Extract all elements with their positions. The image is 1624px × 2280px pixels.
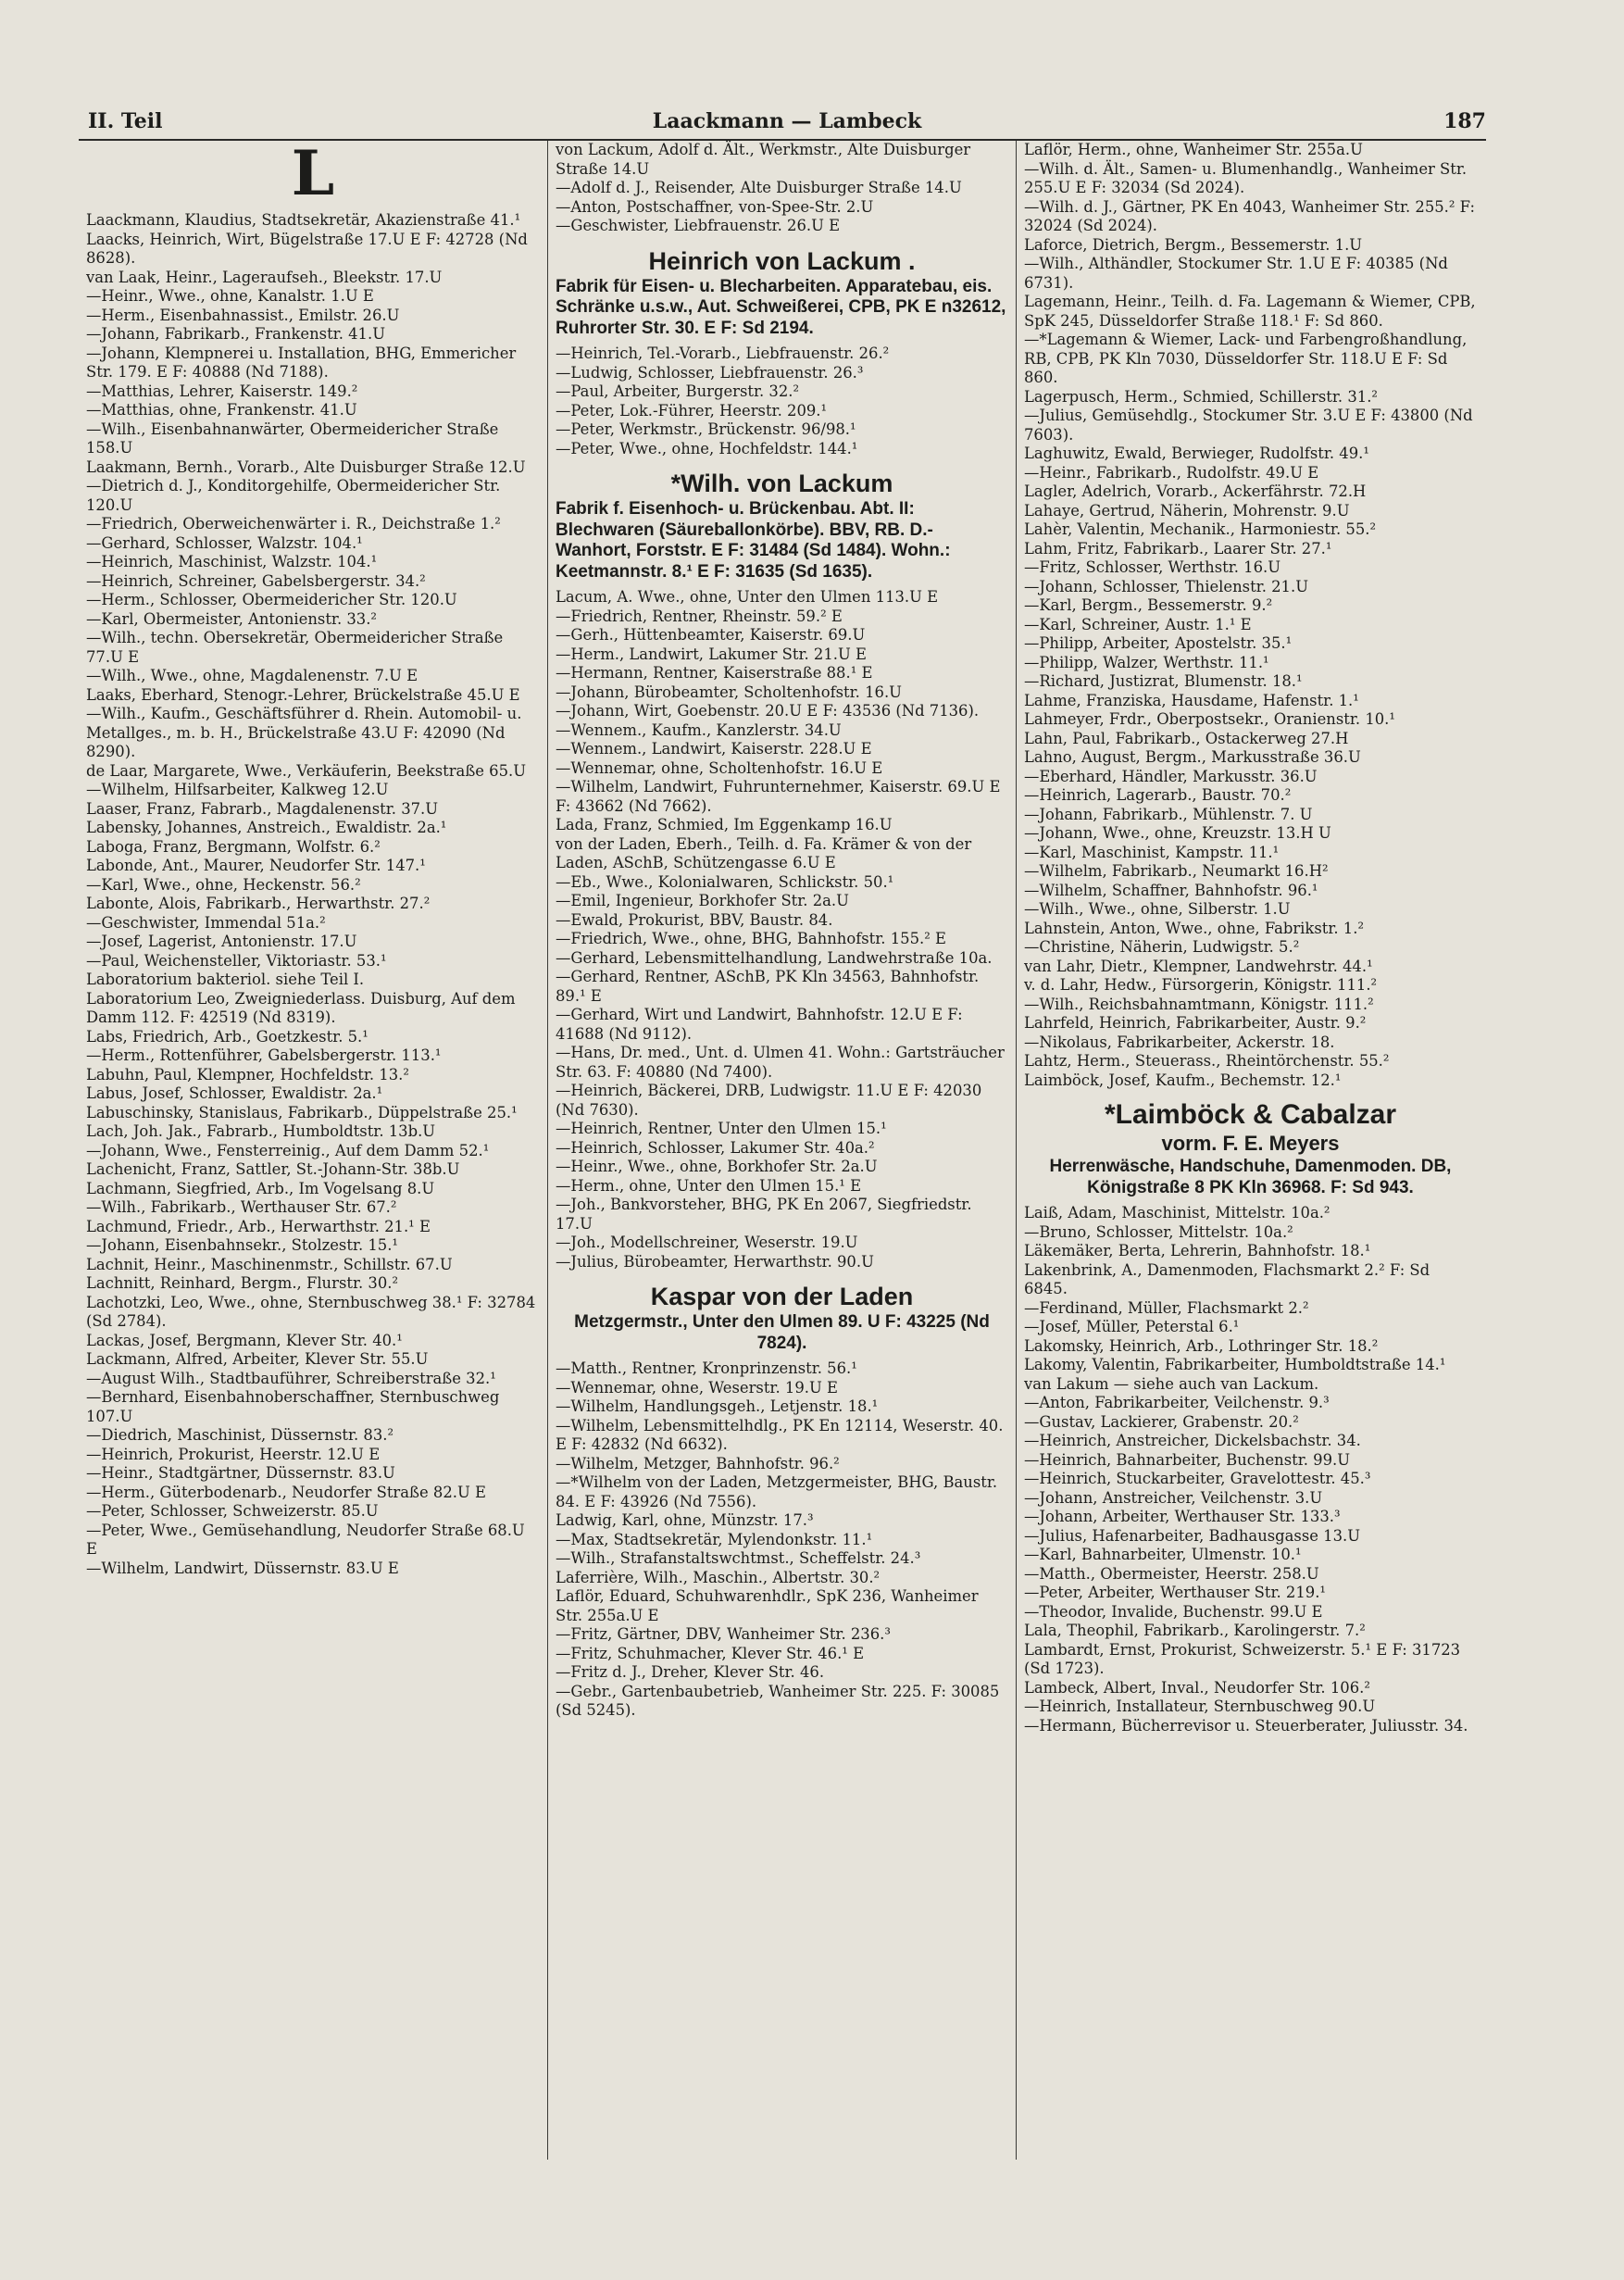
directory-entry: Labs, Friedrich, Arb., Goetzkestr. 5.¹ xyxy=(86,1027,369,1046)
page-header xyxy=(88,104,1486,141)
directory-entry: —Matth., Rentner, Kronprinzenstr. 56.¹ xyxy=(556,1359,857,1377)
advertisement-body: Metzgermstr., Unter den Ulmen 89. U F: 43225 (Nd 7824). xyxy=(574,1312,990,1353)
directory-entry: Lagler, Adelrich, Vorarb., Ackerfährstr. 72.H xyxy=(1024,482,1367,500)
directory-entry: —Wilh., Wwe., ohne, Silberstr. 1.U xyxy=(1024,900,1291,918)
directory-entry: —Heinrich, Schreiner, Gabelsbergerstr. 34.² xyxy=(86,571,426,590)
directory-entry: —Wilhelm, Landwirt, Fuhrunternehmer, Kaiserstr. 69.U E F: 43662 (Nd 7662). xyxy=(556,778,1001,815)
directory-entry: Lach, Joh. Jak., Fabrarb., Humboldtstr. 13b.U xyxy=(86,1122,436,1140)
directory-entry: —Matth., Obermeister, Heerstr. 258.U xyxy=(1024,1564,1319,1583)
advertisement-title: Kaspar von der Laden xyxy=(650,1283,914,1310)
directory-entry: —Karl, Maschinist, Kampstr. 11.¹ xyxy=(1024,843,1280,861)
directory-entry: —Fritz d. J., Dreher, Klever Str. 46. xyxy=(556,1663,825,1681)
directory-entry: Laacks, Heinrich, Wirt, Bügelstraße 17.U E F: 42728 (Nd 8628). xyxy=(86,230,528,267)
directory-entry: —Josef, Lagerist, Antonienstr. 17.U xyxy=(86,933,357,950)
directory-entry: —*Wilhelm von der Laden, Metzgermeister, BHG, Baustr. 84. E F: 43926 (Nd 7556). xyxy=(556,1473,998,1510)
directory-entry: Lahaye, Gertrud, Näherin, Mohrenstr. 9.U xyxy=(1024,501,1350,520)
directory-entry: —Karl, Bahnarbeiter, Ulmenstr. 10.¹ xyxy=(1024,1546,1302,1563)
directory-entry: —Johann, Fabrikarb., Frankenstr. 41.U xyxy=(86,325,386,343)
directory-entry: —Friedrich, Wwe., ohne, BHG, Bahnhofstr. 155.² E xyxy=(556,930,946,947)
directory-entry: —Peter, Werkmstr., Brückenstr. 96/98.¹ xyxy=(556,420,856,438)
directory-entry: —Wilh., Kaufm., Geschäftsführer d. Rhein. Automobil- u. Metallges., m. b. H., Brückelstraße 43.U F: 42090 (Nd 8290). xyxy=(86,705,522,760)
directory-entry: Laaser, Franz, Fabrarb., Magdalenenstr. 37.U xyxy=(86,799,439,818)
directory-entry: —Paul, Arbeiter, Burgerstr. 32.² xyxy=(556,382,800,400)
directory-entry: —Peter, Lok.-Führer, Heerstr. 209.¹ xyxy=(556,401,828,420)
columns xyxy=(79,141,1486,2160)
directory-entry: Lakomsky, Heinrich, Arb., Lothringer Str. 18.² xyxy=(1024,1336,1379,1355)
directory-entry: —Julius, Bürobeamter, Herwarthstr. 90.U xyxy=(556,1252,874,1271)
directory-entry: Lachenicht, Franz, Sattler, St.-Johann-Str. 38b.U xyxy=(86,1160,460,1178)
directory-entry: —Julius, Gemüsehdlg., Stockumer Str. 3.U E F: 43800 (Nd 7603). xyxy=(1024,407,1473,444)
directory-entry: —Herm., Eisenbahnassist., Emilstr. 26.U xyxy=(86,306,400,324)
directory-entry: Lachnit, Heinr., Maschinenmstr., Schillstr. 67.U xyxy=(86,1255,453,1273)
directory-entry: Laflör, Herm., ohne, Wanheimer Str. 255a.U xyxy=(1024,141,1363,158)
directory-entry: Lahnstein, Anton, Wwe., ohne, Fabrikstr. 1.² xyxy=(1024,919,1365,937)
directory-entry: —Peter, Arbeiter, Werthauser Str. 219.¹ xyxy=(1024,1584,1326,1601)
directory-entry: —Peter, Wwe., ohne, Hochfeldstr. 144.¹ xyxy=(556,439,858,457)
directory-entry: —Eb., Wwe., Kolonialwaren, Schlickstr. 50.¹ xyxy=(556,872,894,891)
directory-entry: Lahtz, Herm., Steuerass., Rheintörchenstr. 55.² xyxy=(1024,1052,1390,1070)
directory-entry: —Heinrich, Stuckarbeiter, Gravelottestr. 45.³ xyxy=(1024,1470,1371,1487)
directory-entry: —August Wilh., Stadtbauführer, Schreiberstraße 32.¹ xyxy=(86,1369,496,1387)
directory-entry: —Heinrich, Maschinist, Walzstr. 104.¹ xyxy=(86,553,378,570)
advertisement-title: *Laimböck & Cabalzar xyxy=(1104,1099,1397,1130)
directory-entry: —Wilhelm, Hilfsarbeiter, Kalkweg 12.U xyxy=(86,781,389,798)
directory-entry: Lakenbrink, A., Damenmoden, Flachsmarkt 2.² F: Sd 6845. xyxy=(1024,1260,1430,1297)
directory-entry: Labus, Josef, Schlosser, Ewaldistr. 2a.¹ xyxy=(86,1084,383,1102)
advertisement-body: Fabrik f. Eisenhoch- u. Brückenbau. Abt. II: Blechwaren (Säureballonkörbe). BBV, RB. D.-Wanhort, Forststr. E F: 31484 (Sd 1484). Wohn.: Keetmannstr. 8.¹ E F: 31635 (Sd 1635). xyxy=(556,499,951,582)
directory-entry: —Geschwister, Immendal 51a.² xyxy=(86,913,326,932)
directory-entry: —Fritz, Schuhmacher, Klever Str. 46.¹ E xyxy=(556,1644,865,1662)
directory-entry: —Julius, Hafenarbeiter, Badhausgasse 13.U xyxy=(1024,1526,1361,1545)
directory-entry: —Herm., Rottenführer, Gabelsbergerstr. 113.¹ xyxy=(86,1046,442,1064)
directory-entry: Labuschinsky, Stanislaus, Fabrikarb., Düppelstraße 25.¹ xyxy=(86,1103,518,1121)
directory-entry: —Wilh. d. J., Gärtner, PK En 4043, Wanheimer Str. 255.² F: 32024 (Sd 2024). xyxy=(1024,197,1475,234)
directory-entry: Lakomy, Valentin, Fabrikarbeiter, Humboldtstraße 14.¹ xyxy=(1024,1356,1446,1373)
directory-entry: —Geschwister, Liebfrauenstr. 26.U E xyxy=(556,217,841,234)
directory-entry: —Gerhard, Schlosser, Walzstr. 104.¹ xyxy=(86,533,363,552)
advertisement-title: *Wilh. von Lackum xyxy=(670,470,893,497)
advertisement xyxy=(1024,1099,1477,1198)
page-number: 187 xyxy=(1443,109,1486,133)
directory-entry: —Heinrich, Lagerarb., Baustr. 70.² xyxy=(1024,786,1292,804)
part-label: II. Teil xyxy=(88,109,163,133)
directory-entry: Laboratorium bakteriol. siehe Teil I. xyxy=(86,971,365,988)
directory-entry: Lahn, Paul, Fabrikarb., Ostackerweg 27.H xyxy=(1024,729,1349,747)
directory-entry: —Wilh., Eisenbahnanwärter, Obermeidericher Straße 158.U xyxy=(86,420,499,457)
directory-entry: —Heinrich, Prokurist, Heerstr. 12.U E xyxy=(86,1445,381,1463)
directory-entry: —Philipp, Arbeiter, Apostelstr. 35.¹ xyxy=(1024,634,1293,652)
directory-entry: —Wennemar, ohne, Weserstr. 19.U E xyxy=(556,1378,838,1397)
directory-entry: —Peter, Schlosser, Schweizerstr. 85.U xyxy=(86,1502,379,1520)
advertisement xyxy=(556,468,1008,583)
directory-entry: —Johann, Anstreicher, Veilchenstr. 3.U xyxy=(1024,1488,1323,1507)
directory-entry: —Heinr., Fabrikarb., Rudolfstr. 49.U E xyxy=(1024,463,1319,482)
directory-entry: —Peter, Wwe., Gemüsehandlung, Neudorfer Straße 68.U E xyxy=(86,1521,525,1558)
directory-entry: Lackas, Josef, Bergmann, Klever Str. 40.¹ xyxy=(86,1331,403,1349)
directory-entry: —Karl, Obermeister, Antonienstr. 33.² xyxy=(86,609,377,628)
directory-entry: Laiß, Adam, Maschinist, Mittelstr. 10a.² xyxy=(1024,1204,1330,1221)
directory-entry: Lambardt, Ernst, Prokurist, Schweizerstr. 5.¹ E F: 31723 (Sd 1723). xyxy=(1024,1640,1461,1677)
directory-entry: —Wilh., techn. Obersekretär, Obermeidericher Straße 77.U E xyxy=(86,629,504,666)
directory-entry: de Laar, Margarete, Wwe., Verkäuferin, Beekstraße 65.U xyxy=(86,761,527,780)
directory-entry: Lachotzki, Leo, Wwe., ohne, Sternbuschweg 38.¹ F: 32784 (Sd 2784). xyxy=(86,1293,536,1330)
directory-entry: Lackmann, Alfred, Arbeiter, Klever Str. 55.U xyxy=(86,1350,429,1368)
directory-entry: Labonde, Ant., Maurer, Neudorfer Str. 147.¹ xyxy=(86,857,426,874)
directory-entry: Läkemäker, Berta, Lehrerin, Bahnhofstr. 18.¹ xyxy=(1024,1242,1371,1259)
directory-entry: —Ferdinand, Müller, Flachsmarkt 2.² xyxy=(1024,1298,1309,1317)
directory-entry: —Herm., Landwirt, Lakumer Str. 21.U E xyxy=(556,645,867,663)
directory-entry: Lahrfeld, Heinrich, Fabrikarbeiter, Austr. 9.² xyxy=(1024,1014,1367,1032)
directory-entry: Laforce, Dietrich, Bergm., Bessemerstr. 1.U xyxy=(1024,235,1363,254)
directory-entry: —Johann, Bürobeamter, Scholtenhofstr. 16.U xyxy=(556,683,902,701)
directory-entry: —Gerh., Hüttenbeamter, Kaiserstr. 69.U xyxy=(556,626,866,644)
directory-entry: Laaks, Eberhard, Stenogr.-Lehrer, Brückelstraße 45.U E xyxy=(86,685,520,704)
directory-entry: —Wilh. d. Ält., Samen- u. Blumenhandlg., Wanheimer Str. 255.U E F: 32034 (Sd 2024). xyxy=(1024,159,1468,196)
directory-entry: Lahèr, Valentin, Mechanik., Harmoniestr. 55.² xyxy=(1024,520,1377,538)
directory-entry: —Wilhelm, Schaffner, Bahnhofstr. 96.¹ xyxy=(1024,881,1318,899)
directory-entry: —Gerhard, Lebensmittelhandlung, Landwehrstraße 10a. xyxy=(556,948,993,967)
directory-entry: v. d. Lahr, Hedw., Fürsorgerin, Königstr. 111.² xyxy=(1024,976,1378,994)
directory-entry: Lahmeyer, Frdr., Oberpostsekr., Oranienstr. 10.¹ xyxy=(1024,710,1395,728)
directory-entry: Lambeck, Albert, Inval., Neudorfer Str. 106.² xyxy=(1024,1678,1370,1697)
directory-entry: —Paul, Weichensteller, Viktoriastr. 53.¹ xyxy=(86,951,387,970)
directory-entry: —Heinr., Stadtgärtner, Düssernstr. 83.U xyxy=(86,1464,395,1482)
directory-entry: —Wilh., Althändler, Stockumer Str. 1.U E F: 40385 (Nd 6731). xyxy=(1024,255,1448,292)
directory-entry: Labensky, Johannes, Anstreich., Ewaldistr. 2a.¹ xyxy=(86,819,447,836)
directory-entry: —Wilh., Fabrikarb., Werthauser Str. 67.² xyxy=(86,1198,397,1216)
directory-entry: van Lahr, Dietr., Klempner, Landwehrstr. 44.¹ xyxy=(1024,957,1373,975)
directory-entry: —Wennem., Landwirt, Kaiserstr. 228.U E xyxy=(556,740,872,758)
directory-entry: Lagemann, Heinr., Teilh. d. Fa. Lagemann & Wiemer, CPB, SpK 245, Düsseldorfer Straße 118.¹ F: Sd 860. xyxy=(1024,293,1476,330)
directory-entry: —Wilhelm, Fabrikarb., Neumarkt 16.H² xyxy=(1024,862,1329,880)
advertisement-body: Herrenwäsche, Handschuhe, Damenmoden. DB, Königstraße 8 PK Kln 36968. F: Sd 943. xyxy=(1049,1157,1452,1197)
directory-entry: —Wilhelm, Handlungsgeh., Letjenstr. 18.¹ xyxy=(556,1397,879,1415)
directory-entry: —Heinrich, Bahnarbeiter, Buchenstr. 99.U xyxy=(1024,1450,1351,1469)
directory-entry: Laghuwitz, Ewald, Berwieger, Rudolfstr. 49.¹ xyxy=(1024,445,1369,462)
directory-entry: Labonte, Alois, Fabrikarb., Herwarthstr. 27.² xyxy=(86,895,431,912)
directory-entry: Lahme, Franziska, Hausdame, Hafenstr. 1.¹ xyxy=(1024,691,1359,709)
directory-entry: —Ludwig, Schlosser, Liebfrauenstr. 26.³ xyxy=(556,363,864,382)
directory-entry: —Matthias, ohne, Frankenstr. 41.U xyxy=(86,401,357,419)
directory-entry: —Friedrich, Rentner, Rheinstr. 59.² E xyxy=(556,607,843,625)
column-2 xyxy=(547,141,1016,2160)
directory-entry: —Herm., ohne, Unter den Ulmen 15.¹ E xyxy=(556,1176,862,1195)
directory-entry: —Heinr., Wwe., ohne, Borkhofer Str. 2a.U xyxy=(556,1158,878,1175)
directory-entry: —Gebr., Gartenbaubetrieb, Wanheimer Str. 225. F: 30085 (Sd 5245). xyxy=(556,1682,1000,1719)
directory-entry: —Herm., Schlosser, Obermeidericher Str. 120.U xyxy=(86,591,457,608)
directory-entry: —Hermann, Rentner, Kaiserstraße 88.¹ E xyxy=(556,664,873,682)
directory-entry: —Bernhard, Eisenbahnoberschaffner, Sternbuschweg 107.U xyxy=(86,1388,500,1425)
directory-entry: —Johann, Arbeiter, Werthauser Str. 133.³ xyxy=(1024,1508,1341,1525)
directory-entry: —Fritz, Gärtner, DBV, Wanheimer Str. 236.³ xyxy=(556,1625,891,1643)
directory-entry: Laakmann, Bernh., Vorarb., Alte Duisburger Straße 12.U xyxy=(86,457,526,476)
directory-entry: van Lakum — siehe auch van Lackum. xyxy=(1024,1374,1319,1393)
directory-entry: —Wennemar, ohne, Scholtenhofstr. 16.U E xyxy=(556,758,883,777)
directory-entry: —Wilhelm, Metzger, Bahnhofstr. 96.² xyxy=(556,1454,840,1472)
directory-entry: —Heinrich, Bäckerei, DRB, Ludwigstr. 11.U E F: 42030 (Nd 7630). xyxy=(556,1082,982,1119)
advertisement xyxy=(556,1281,1008,1354)
directory-entry: —Nikolaus, Fabrikarbeiter, Ackerstr. 18. xyxy=(1024,1033,1335,1051)
directory-entry: —Heinrich, Installateur, Sternbuschweg 90.U xyxy=(1024,1697,1376,1715)
advertisement xyxy=(556,245,1008,340)
directory-entry: —Adolf d. J., Reisender, Alte Duisburger Straße 14.U xyxy=(556,179,962,196)
advertisement-title: Heinrich von Lackum . xyxy=(648,246,916,275)
directory-entry: —Richard, Justizrat, Blumenstr. 18.¹ xyxy=(1024,672,1303,690)
directory-entry: —Wilh., Reichsbahnamtmann, Königstr. 111.² xyxy=(1024,995,1374,1013)
directory-entry: von Lackum, Adolf d. Ält., Werkmstr., Alte Duisburger Straße 14.U xyxy=(556,141,971,178)
directory-entry: Laboratorium Leo, Zweigniederlass. Duisburg, Auf dem Damm 112. F: 42519 (Nd 8319). xyxy=(86,989,516,1026)
directory-entry: —Christine, Näherin, Ludwigstr. 5.² xyxy=(1024,938,1300,956)
directory-entry: —Gerhard, Wirt und Landwirt, Bahnhofstr. 12.U E F: 41688 (Nd 9112). xyxy=(556,1006,963,1043)
directory-entry: —Wilhelm, Landwirt, Düssernstr. 83.U E xyxy=(86,1559,399,1577)
directory-entry: —Fritz, Schlosser, Werthstr. 16.U xyxy=(1024,558,1281,576)
directory-entry: Lagerpusch, Herm., Schmied, Schillerstr. 31.² xyxy=(1024,387,1378,406)
directory-entry: Ladwig, Karl, ohne, Münzstr. 17.³ xyxy=(556,1511,814,1529)
directory-entry: Lala, Theophil, Fabrikarb., Karolingerstr. 7.² xyxy=(1024,1622,1366,1639)
directory-entry: —Johann, Fabrikarb., Mühlenstr. 7. U xyxy=(1024,805,1313,823)
directory-entry: —Karl, Bergm., Bessemerstr. 9.² xyxy=(1024,596,1273,614)
directory-entry: —Heinrich, Schlosser, Lakumer Str. 40a.² xyxy=(556,1138,875,1157)
directory-entry: —Friedrich, Oberweichenwärter i. R., Deichstraße 1.² xyxy=(86,515,501,532)
directory-entry: —Karl, Wwe., ohne, Heckenstr. 56.² xyxy=(86,875,361,894)
directory-entry: —Heinrich, Anstreicher, Dickelsbachstr. 34. xyxy=(1024,1432,1361,1449)
directory-entry: —Hermann, Bücherrevisor u. Steuerberater, Juliusstr. 34. xyxy=(1024,1716,1468,1735)
directory-entry: —Johann, Klempnerei u. Installation, BHG, Emmericher Str. 179. E F: 40888 (Nd 7188). xyxy=(86,344,517,381)
directory-entry: —Anton, Postschaffner, von-Spee-Str. 2.U xyxy=(556,197,874,216)
directory-entry: —Matthias, Lehrer, Kaiserstr. 149.² xyxy=(86,382,358,400)
directory-entry: —Johann, Wwe., ohne, Kreuzstr. 13.H U xyxy=(1024,824,1331,842)
directory-entry: —Johann, Wirt, Goebenstr. 20.U E F: 43536 (Nd 7136). xyxy=(556,702,980,720)
directory-entry: —Heinrich, Tel.-Vorarb., Liebfrauenstr. 26.² xyxy=(556,345,890,362)
directory-entry: —Philipp, Walzer, Werthstr. 11.¹ xyxy=(1024,653,1269,671)
directory-entry: Lahno, August, Bergm., Markusstraße 36.U xyxy=(1024,748,1361,766)
directory-entry: Lachmund, Friedr., Arb., Herwarthstr. 21.¹ E xyxy=(86,1217,431,1235)
directory-entry: Labuhn, Paul, Klempner, Hochfeldstr. 13.² xyxy=(86,1065,409,1084)
advertisement-subtitle: vorm. F. E. Meyers xyxy=(1161,1132,1340,1155)
directory-entry: Lacum, A. Wwe., ohne, Unter den Ulmen 113.U E xyxy=(556,588,939,606)
directory-entry: —Joh., Bankvorsteher, BHG, PK En 2067, Siegfriedstr. 17.U xyxy=(556,1196,972,1233)
directory-entry: —Wilh., Wwe., ohne, Magdalenenstr. 7.U E xyxy=(86,667,418,684)
directory-entry: —Karl, Schreiner, Austr. 1.¹ E xyxy=(1024,615,1252,633)
directory-entry: Lachnitt, Reinhard, Bergm., Flurstr. 30.² xyxy=(86,1274,399,1292)
directory-entry: —Wilh., Strafanstaltswchtmst., Scheffelstr. 24.³ xyxy=(556,1549,921,1567)
directory-entry: —Hans, Dr. med., Unt. d. Ulmen 41. Wohn.: Gartsträucher Str. 63. F: 40880 (Nd 7400). xyxy=(556,1044,1005,1081)
directory-entry: —Johann, Schlosser, Thielenstr. 21.U xyxy=(1024,577,1309,595)
directory-entry: Laflör, Eduard, Schuhwarenhdlr., SpK 236, Wanheimer Str. 255a.U E xyxy=(556,1587,979,1624)
directory-entry: —Max, Stadtsekretär, Mylendonkstr. 11.¹ xyxy=(556,1530,873,1548)
directory-entry: —Gerhard, Rentner, ASchB, PK Kln 34563, Bahnhofstr. 89.¹ E xyxy=(556,968,980,1005)
column-3 xyxy=(1016,141,1484,2160)
directory-entry: —Ewald, Prokurist, BBV, Baustr. 84. xyxy=(556,910,833,929)
directory-entry: —Diedrich, Maschinist, Düssernstr. 83.² xyxy=(86,1426,394,1444)
directory-entry: —Eberhard, Händler, Markusstr. 36.U xyxy=(1024,767,1318,785)
directory-entry: —Josef, Müller, Peterstal 6.¹ xyxy=(1024,1318,1240,1335)
column-1 xyxy=(79,141,547,2160)
directory-entry: —Bruno, Schlosser, Mittelstr. 10a.² xyxy=(1024,1222,1293,1241)
directory-entry: —Anton, Fabrikarbeiter, Veilchenstr. 9.³ xyxy=(1024,1394,1330,1411)
directory-entry: —Wennem., Kaufm., Kanzlerstr. 34.U xyxy=(556,720,842,739)
directory-entry: —*Lagemann & Wiemer, Lack- und Farbengroßhandlung, RB, CPB, PK Kln 7030, Düsseldorfer Str. 118.U E F: Sd 860. xyxy=(1024,331,1468,386)
directory-entry: —Emil, Ingenieur, Borkhofer Str. 2a.U xyxy=(556,892,849,909)
directory-entry: —Dietrich d. J., Konditorgehilfe, Obermeidericher Str. 120.U xyxy=(86,477,501,514)
directory-entry: Lada, Franz, Schmied, Im Eggenkamp 16.U xyxy=(556,816,893,833)
directory-entry: —Gustav, Lackierer, Grabenstr. 20.² xyxy=(1024,1412,1299,1431)
directory-entry: —Herm., Güterbodenarb., Neudorfer Straße 82.U E xyxy=(86,1483,486,1501)
directory-entry: —Johann, Wwe., Fensterreinig., Auf dem Damm 52.¹ xyxy=(86,1141,490,1159)
directory-entry: —Heinrich, Rentner, Unter den Ulmen 15.¹ xyxy=(556,1120,887,1137)
directory-entry: —Joh., Modellschreiner, Weserstr. 19.U xyxy=(556,1234,858,1251)
section-letter: L xyxy=(291,141,335,209)
directory-entry: —Theodor, Invalide, Buchenstr. 99.U E xyxy=(1024,1602,1323,1621)
directory-entry: Laboga, Franz, Bergmann, Wolfstr. 6.² xyxy=(86,837,381,856)
directory-entry: —Johann, Eisenbahnsekr., Stolzestr. 15.¹ xyxy=(86,1236,398,1254)
directory-entry: Lachmann, Siegfried, Arb., Im Vogelsang 8.U xyxy=(86,1179,435,1197)
directory-entry: Laimböck, Josef, Kaufm., Bechemstr. 12.¹ xyxy=(1024,1071,1342,1089)
running-title: Laackmann — Lambeck xyxy=(652,109,922,133)
directory-entry: Laferrière, Wilh., Maschin., Albertstr. 30.² xyxy=(556,1568,881,1586)
directory-entry: Lahm, Fritz, Fabrikarb., Laarer Str. 27.¹ xyxy=(1024,539,1332,557)
directory-entry: van Laak, Heinr., Lageraufseh., Bleekstr. 17.U xyxy=(86,268,443,286)
directory-entry: Laackmann, Klaudius, Stadtsekretär, Akazienstraße 41.¹ xyxy=(86,211,521,229)
directory-entry: —Wilhelm, Lebensmittelhdlg., PK En 12114, Weserstr. 40. E F: 42832 (Nd 6632). xyxy=(556,1416,1004,1453)
directory-entry: —Heinr., Wwe., ohne, Kanalstr. 1.U E xyxy=(86,287,374,305)
advertisement-body: Fabrik für Eisen- u. Blecharbeiten. Apparatebau, eis. Schränke u.s.w., Aut. Schweißerei, CPB, PK E n32612, Ruhrorter Str. 30. E F: Sd 2194. xyxy=(556,276,1006,338)
directory-entry: von der Laden, Eberh., Teilh. d. Fa. Krämer & von der Laden, ASchB, Schützengasse 6.U E xyxy=(556,834,972,871)
